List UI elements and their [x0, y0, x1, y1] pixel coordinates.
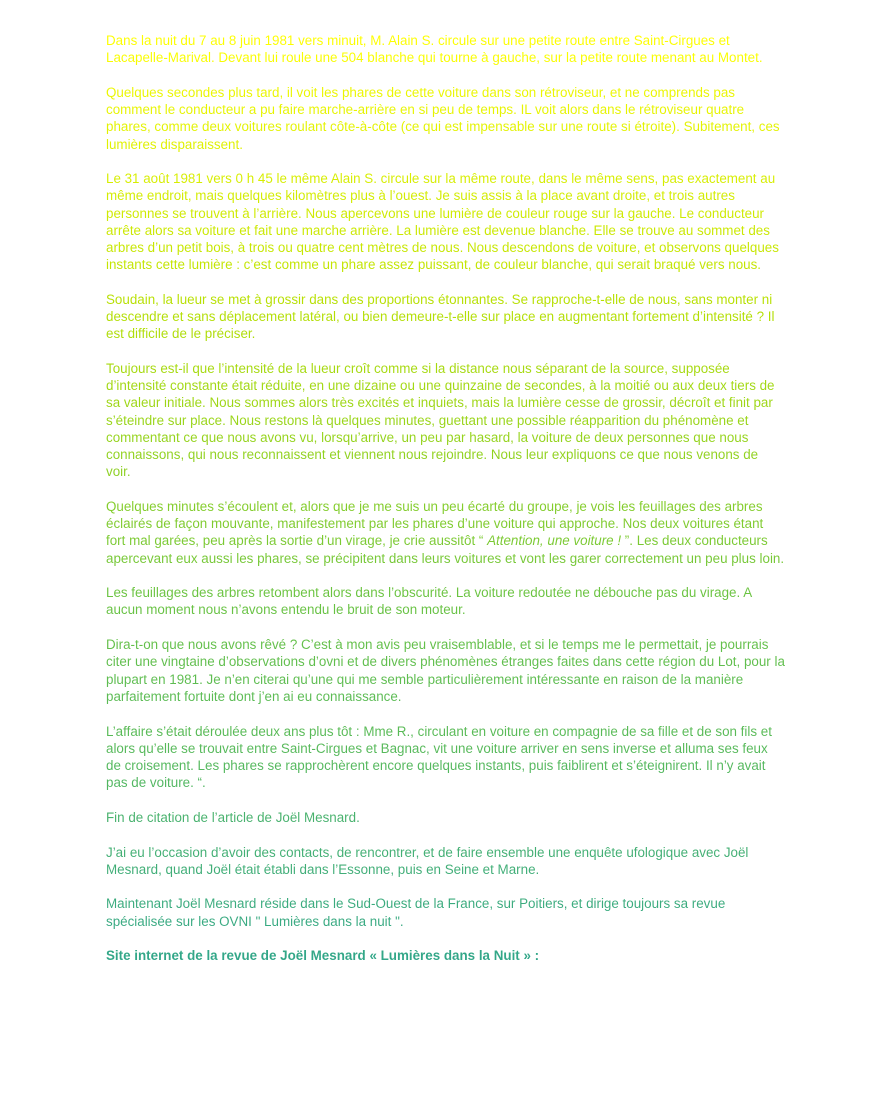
paragraph-6-text-b: ”. Les deux conducteurs apercevant eux aussi les phares, se précipitent dans leurs voitures et vont les garer correctement un peu plus loin. [106, 533, 785, 566]
paragraph-7: Les feuillages des arbres retombent alors dans l’obscurité. La voiture redoutée ne débouche pas du virage. A aucun moment nous n’avons entendu le bruit de son moteur. [106, 584, 786, 618]
paragraph-6-text-a: Quelques minutes s’écoulent et, alors que je me suis un peu écarté du groupe, je vois les feuillages des arbres éclairés de façon mouvante, manifestement par les phares d’une voiture qui approche. Nos deux voitures étant fort mal garées, peu après la sortie d’un virage, je crie aussitôt “ [106, 498, 764, 549]
paragraph-8: Dira-t-on que nous avons rêvé ? C’est à mon avis peu vraisemblable, et si le temps me le permettait, je pourrais citer une vingtaine d’observations d’ovni et de divers phénomènes étranges faites dans cette région du Lot, pour la plupart en 1981. Je n’en citerai qu’une qui me semble particulièrement intéressante en raison de la manière parfaitement fortuite dont j’en ai eu connaissance. [106, 637, 785, 704]
paragraph-3: Le 31 août 1981 vers 0 h 45 le même Alain S. circule sur la même route, dans le même sens, pas exactement au même endroit, mais quelques kilomètres plus à l’ouest. Je suis assis à la place avant droite, et trois autres personnes se trouvent à l’arrière. Nous apercevons une lumière de couleur rouge sur la gauche. Le conducteur arrête alors sa voiture et fait une marche arrière. La lumière est devenue blanche. Elle se trouve au sommet des arbres d’un petit bois, à trois ou quatre cent mètres de nous. Nous descendons de voiture, et observons quelques instants cette lumière : c’est comme un phare assez puissant, de couleur blanche, qui serait braqué vers nous. [106, 170, 786, 273]
paragraph-residence: Maintenant Joël Mesnard réside dans le Sud-Ouest de la France, sur Poitiers, et dirige toujours sa revue spécialisée sur les OVNI " Lumières dans la nuit ". [106, 895, 786, 929]
paragraph-9: L’affaire s’était déroulée deux ans plus tôt : Mme R., circulant en voiture en compagnie de sa fille et de son fils et alors qu’elle se trouvait entre Saint-Cirgues et Bagnac, vit une voiture arriver en sens inverse et alluma ses feux de croisement. Les phares se rapprochèrent encore quelques instants, puis faiblirent et s’éteignirent. Il n’y avait pas de voiture. “. [106, 723, 786, 792]
citation-end: Fin de citation de l’article de Joël Mesnard. [106, 809, 786, 826]
paragraph-6-emphasis: Attention, une voiture ! [487, 533, 622, 549]
paragraph-contacts: J’ai eu l’occasion d’avoir des contacts, de rencontrer, et de faire ensemble une enquête ufologique avec Joël Mesnard, quand Joël était établi dans l’Essonne, puis en Seine et Marne. [106, 844, 786, 878]
paragraph-1: Dans la nuit du 7 au 8 juin 1981 vers minuit, M. Alain S. circule sur une petite route entre Saint-Cirgues et Lacapelle-Marival. Devant lui roule une 504 blanche qui tourne à gauche, sur la petite route menant au Montet. [106, 32, 786, 66]
paragraph-4: Soudain, la lueur se met à grossir dans des proportions étonnantes. Se rapproche-t-elle de nous, sans monter ni descendre et sans déplacement latéral, ou bien demeure-t-elle sur place en augmentant fortement d’intensité ? Il est difficile de le préciser. [106, 291, 786, 343]
paragraph-5: Toujours est-il que l’intensité de la lueur croît comme si la distance nous séparant de la source, supposée d’intensité constante était réduite, en une dizaine ou une quinzaine de secondes, à la moitié ou aux deux tiers de sa valeur initiale. Nous sommes alors très excités et inquiets, mais la lumière cesse de grossir, décroît et finit par s’éteindre sur place. Nous restons là quelques minutes, guettant une possible réapparition du phénomène et commentant ce que nous avons vu, lorsqu’arrive, un peu par hasard, la voiture de deux personnes que nous connaissons, qui nous reconnaissent et viennent nous rejoindre. Nous leur expliquons ce que nous venons de voir. [106, 360, 786, 480]
article-body [106, 32, 786, 982]
website-heading: Site internet de la revue de Joël Mesnard « Lumières dans la Nuit » : [106, 947, 786, 964]
paragraph-6 [106, 498, 786, 567]
paragraph-2: Quelques secondes plus tard, il voit les phares de cette voiture dans son rétroviseur, et ne comprends pas comment le conducteur a pu faire marche-arrière en si peu de temps. IL voit alors dans le rétroviseur quatre phares, comme deux voitures roulant côte-à-côte (ce qui est impensable sur une route si étroite). Subitement, ces lumières disparaissent. [106, 84, 786, 153]
